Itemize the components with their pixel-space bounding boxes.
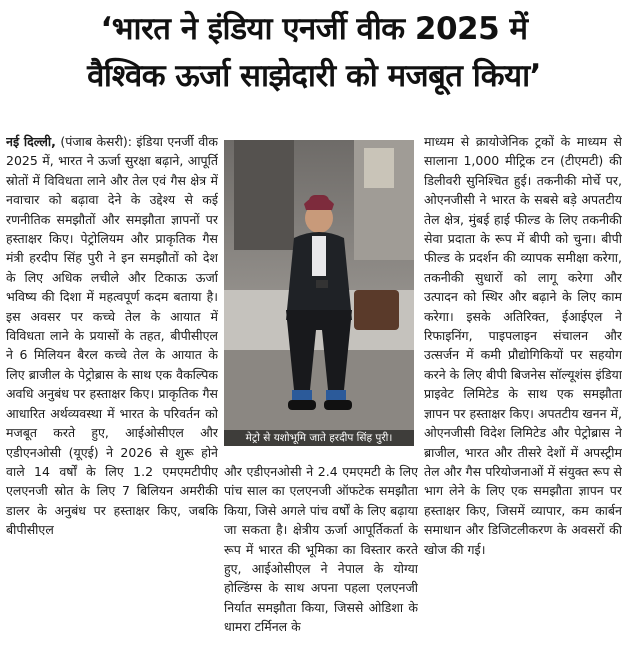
metro-passenger-illustration [224, 140, 414, 446]
article-column-2-text: और एडीएनओसी ने 2.4 एमएमटी के लिए पांच साल का एलएनजी ऑफटेक समझौता किया, जिसे अगले पांच वर्षों के लिए बढ़ाया जा सकता है। क्षेत्रीय ऊर्जा आपूर्तिकर्ता के रूप में भारत की भूमिका का विस्तार करते हुए, आईओसीएल ने नेपाल के योग्या होल्डिंग्स के साथ अपना पहला एलएनजी निर्यात समझौता किया, जिससे ओडिशा के धामरा टर्मिनल के [224, 464, 418, 635]
article-column-2 [224, 462, 418, 660]
news-photo [224, 140, 414, 446]
article-column-1 [6, 132, 218, 660]
dateline: नई दिल्ली, [6, 134, 56, 149]
headline [0, 6, 628, 100]
article-column-3 [424, 132, 622, 660]
photo-caption: मेट्रो से यशोभूमि जाते हरदीप सिंह पुरी। [224, 430, 414, 446]
article-column-3-text: माध्यम से क्रायोजेनिक ट्रकों के माध्यम से सालाना 1,000 मीट्रिक टन (टीएमटी) की डिलीवरी सुनिश्चित हुई। तकनीकी मोर्चे पर, ओएनजीसी ने भारत के सबसे बड़े अपतटीय तेल क्षेत्र, मुंबई हाई फील्ड के लिए तकनीकी सेवा प्रदाता के रूप में बीपी को चुना। बीपी फील्ड के प्रदर्शन की व्यापक समीक्षा करेगा, तकनीकी सुधारों को लागू करेगा और उत्पादन को स्थिर और बढ़ाने के लिए काम करेगा। इसके अतिरिक्त, ईआईएल ने रिफाइनिंग, पाइपलाइन संचालन और उत्सर्जन में कमी प्रौद्योगिकियों पर सहयोग करने के लिए बीपी बिजनेस सॉल्यूशंस इंडिया प्राइवेट लिमिटेड के साथ एक समझौता ज्ञापन पर हस्ताक्षर किए। अपतटीय खनन में, ओएनजीसी विदेश लिमिटेड और पेट्रोब्रास ने ब्राजील, भारत और तीसरे देशों में अपस्ट्रीम तेल और गैस परियोजनाओं में संयुक्त रूप से भाग लेने के लिए एक समझौता ज्ञापन पर हस्ताक्षर किए, जिसमें व्यापार, कम कार्बन समाधान और डिजिटलीकरण के अवसरों की खोज की गई। [424, 134, 622, 557]
article-column-1-text: (पंजाब केसरी): इंडिया एनर्जी वीक 2025 में, भारत ने ऊर्जा सुरक्षा बढ़ाने, आपूर्ति स्रोतों में विविधता लाने और तेल एवं गैस क्षेत्र में नवाचार को बढ़ावा देने के उद्देश्य से कई रणनीतिक समझौतों और समझौता ज्ञापनों पर हस्ताक्षर किए। पेट्रोलियम और प्राकृतिक गैस मंत्री हरदीप सिंह पुरी ने इन समझौतों को देश के लिए अधिक लचीले और टिकाऊ ऊर्जा भविष्य की दिशा में महत्वपूर्ण कदम बताया है। इस अवसर पर कच्चे तेल के आयात में विविधता लाने के प्रयासों के तहत, बीपीसीएल ने 6 मिलियन बैरल कच्चे तेल के आयात के लिए ब्राजील के पेट्रोब्रास के साथ एक वैकल्पिक अवधि अनुबंध पर हस्ताक्षर किए। प्राकृतिक गैस आधारित अर्थव्यवस्था में भारत के परिवर्तन को मजबूत करते हुए, आईओसीएल और एडीएनओसी (यूएई) ने 2026 से शुरू होने वाले 14 वर्षों के लिए 1.2 एमएमटीपीए एलएनजी स्रोत के लिए 7 बिलियन अमरीकी डालर के अनुबंध पर हस्ताक्षर किए, जबकि बीपीसीएल [6, 134, 218, 538]
headline-line-2: वैश्विक ऊर्जा साझेदारी को मजबूत किया’ [87, 58, 541, 94]
headline-line-1: ‘भारत ने इंडिया एनर्जी वीक 2025 में [100, 11, 528, 47]
